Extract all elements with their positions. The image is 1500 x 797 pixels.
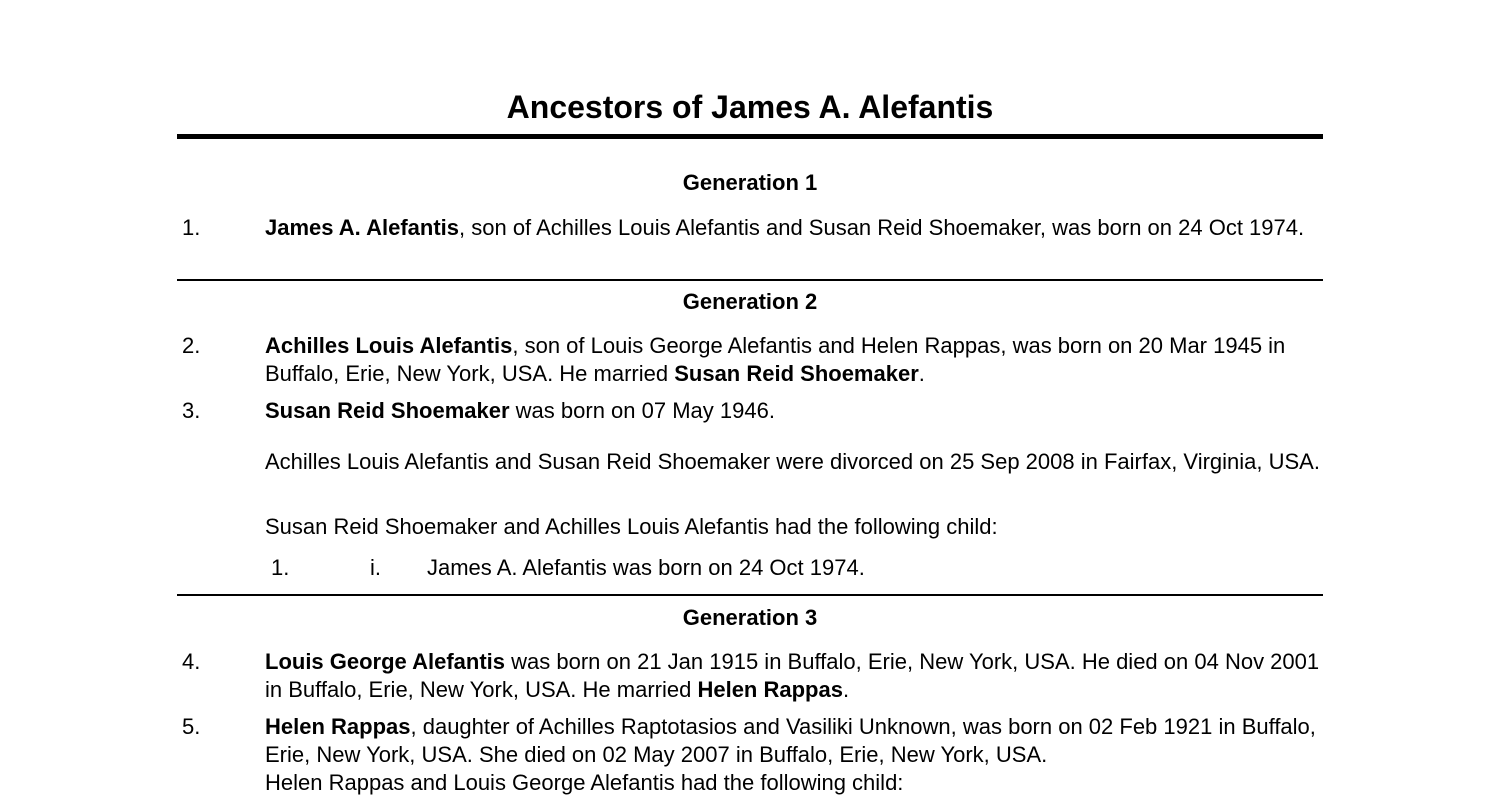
children-intro: Helen Rappas and Louis George Alefantis had the following child:	[265, 770, 904, 795]
ancestor-entry-1	[265, 214, 1325, 242]
person-name: Helen Rappas	[265, 714, 411, 739]
entry-text: was born on 21 Jan 1915 in Buffalo, Erie, New York, USA. He died on 04 Nov 2001 in Buffalo, Erie, New York, USA. He married	[265, 649, 1320, 702]
item-number: 3.	[182, 398, 201, 423]
item-number: 2.	[182, 333, 201, 358]
generation-divider	[177, 279, 1323, 281]
child-number: 1.	[271, 555, 290, 580]
page-title: Ancestors of James A. Alefantis	[506, 89, 994, 125]
person-name: Susan Reid Shoemaker	[265, 398, 510, 423]
divorce-note: Achilles Louis Alefantis and Susan Reid Shoemaker were divorced on 25 Sep 2008 in Fairfax, Virginia, USA.	[265, 449, 1320, 474]
item-number: 1.	[182, 215, 201, 240]
entry-end: .	[842, 677, 850, 702]
children-intro: Susan Reid Shoemaker and Achilles Louis Alefantis had the following child:	[265, 514, 998, 539]
title-rule	[177, 134, 1323, 139]
ancestor-entry-2	[265, 332, 1325, 388]
entry-end: .	[918, 361, 925, 386]
entry-text: was born on 07 May 1946.	[509, 398, 775, 423]
child-entry: James A. Alefantis was born on 24 Oct 1974.	[427, 555, 865, 580]
item-number: 5.	[182, 714, 201, 739]
entry-text: , son of Louis George Alefantis and Helen Rappas, was born on 20 Mar 1945 in Buffalo, Erie, New York, USA. He married	[265, 333, 1286, 386]
ancestor-entry-5	[265, 713, 1325, 769]
person-name: Achilles Louis Alefantis	[265, 333, 513, 358]
person-name: Louis George Alefantis	[265, 649, 506, 674]
entry-text: , daughter of Achilles Raptotasios and Vasiliki Unknown, was born on 02 Feb 1921 in Buffalo, Erie, New York, USA. She died on 02 May 2007 in Buffalo, Erie, New York, USA.	[265, 714, 1316, 767]
generation-divider	[177, 594, 1323, 596]
person-name: James A. Alefantis	[265, 215, 460, 240]
ancestor-entry-4	[265, 648, 1325, 704]
spouse-name: Susan Reid Shoemaker	[674, 361, 919, 386]
spouse-name: Helen Rappas	[697, 677, 843, 702]
entry-text: , son of Achilles Louis Alefantis and Susan Reid Shoemaker, was born on 24 Oct 1974.	[459, 215, 1305, 240]
item-number: 4.	[182, 649, 201, 674]
generation-2-heading: Generation 2	[682, 289, 818, 314]
ancestor-entry-3	[265, 397, 1325, 425]
child-roman: i.	[370, 555, 381, 580]
generation-1-heading: Generation 1	[682, 170, 818, 195]
generation-3-heading: Generation 3	[682, 605, 818, 630]
